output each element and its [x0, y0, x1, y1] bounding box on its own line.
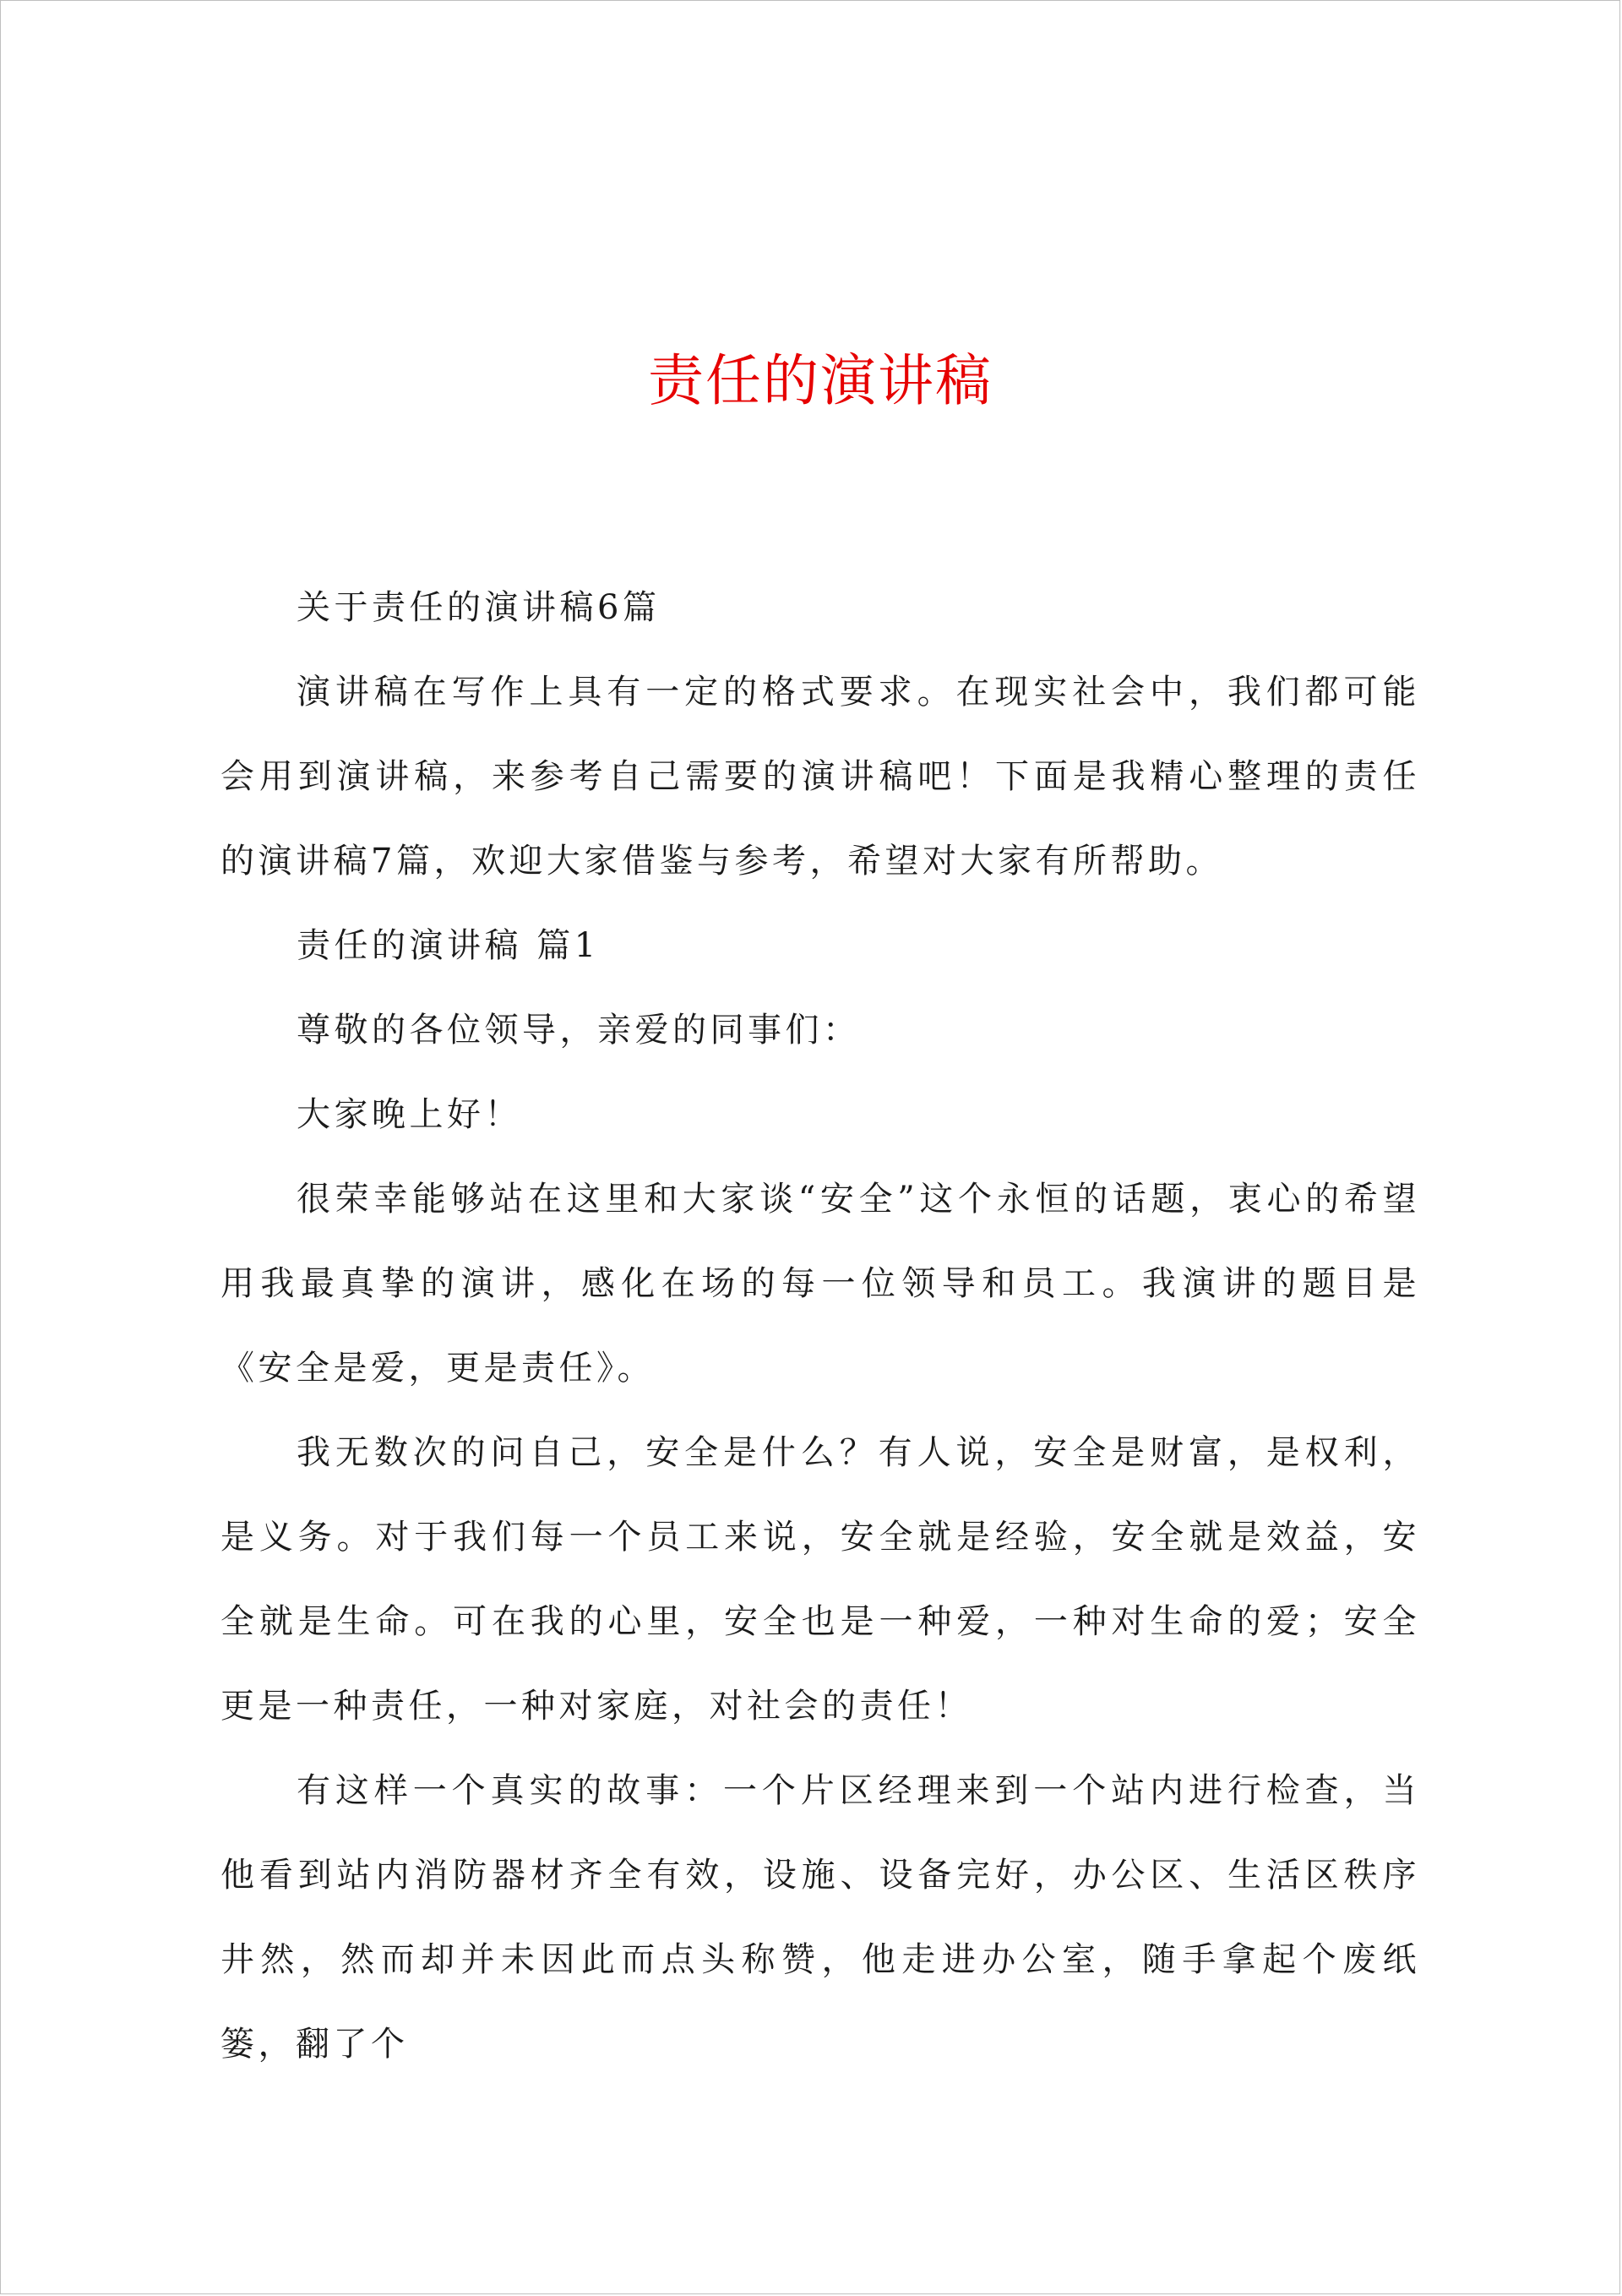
intro-heading: 关于责任的演讲稿6篇 [297, 588, 661, 627]
greeting: 大家晚上好！ [297, 1095, 522, 1134]
paragraph-safety: 我无数次的问自己，安全是什么？有人说，安全是财富，是权利，是义务。对于我们每一个员工来说，安全就是经验，安全就是效益，安全就是生命。可在我的心里，安全也是一种爱，一种对生命的爱；安全更是一种责任，一种对家庭，对社会的责任！ [220, 1433, 1420, 1726]
salutation: 尊敬的各位领导，亲爱的同事们： [297, 1011, 861, 1050]
paragraph-intro: 演讲稿在写作上具有一定的格式要求。在现实社会中，我们都可能会用到演讲稿，来参考自己需要的演讲稿吧！下面是我精心整理的责任的演讲稿7篇，欢迎大家借鉴与参考，希望对大家有所帮助。 [220, 673, 1420, 881]
document-title: 责任的演讲稿 [648, 348, 993, 413]
document-body [220, 565, 1420, 2086]
paragraph-story: 有这样一个真实的故事：一个片区经理来到一个站内进行检查，当他看到站内消防器材齐全有效，设施、设备完好，办公区、生活区秩序井然，然而却并未因此而点头称赞，他走进办公室，随手拿起个废纸篓，翻了个 [220, 1771, 1420, 2064]
section-heading: 责任的演讲稿 篇1 [297, 926, 600, 965]
paragraph-opening: 很荣幸能够站在这里和大家谈“安全”这个永恒的话题，衷心的希望用我最真挚的演讲，感化在场的每一位领导和员工。我演讲的题目是《安全是爱，更是责任》。 [220, 1180, 1420, 1388]
